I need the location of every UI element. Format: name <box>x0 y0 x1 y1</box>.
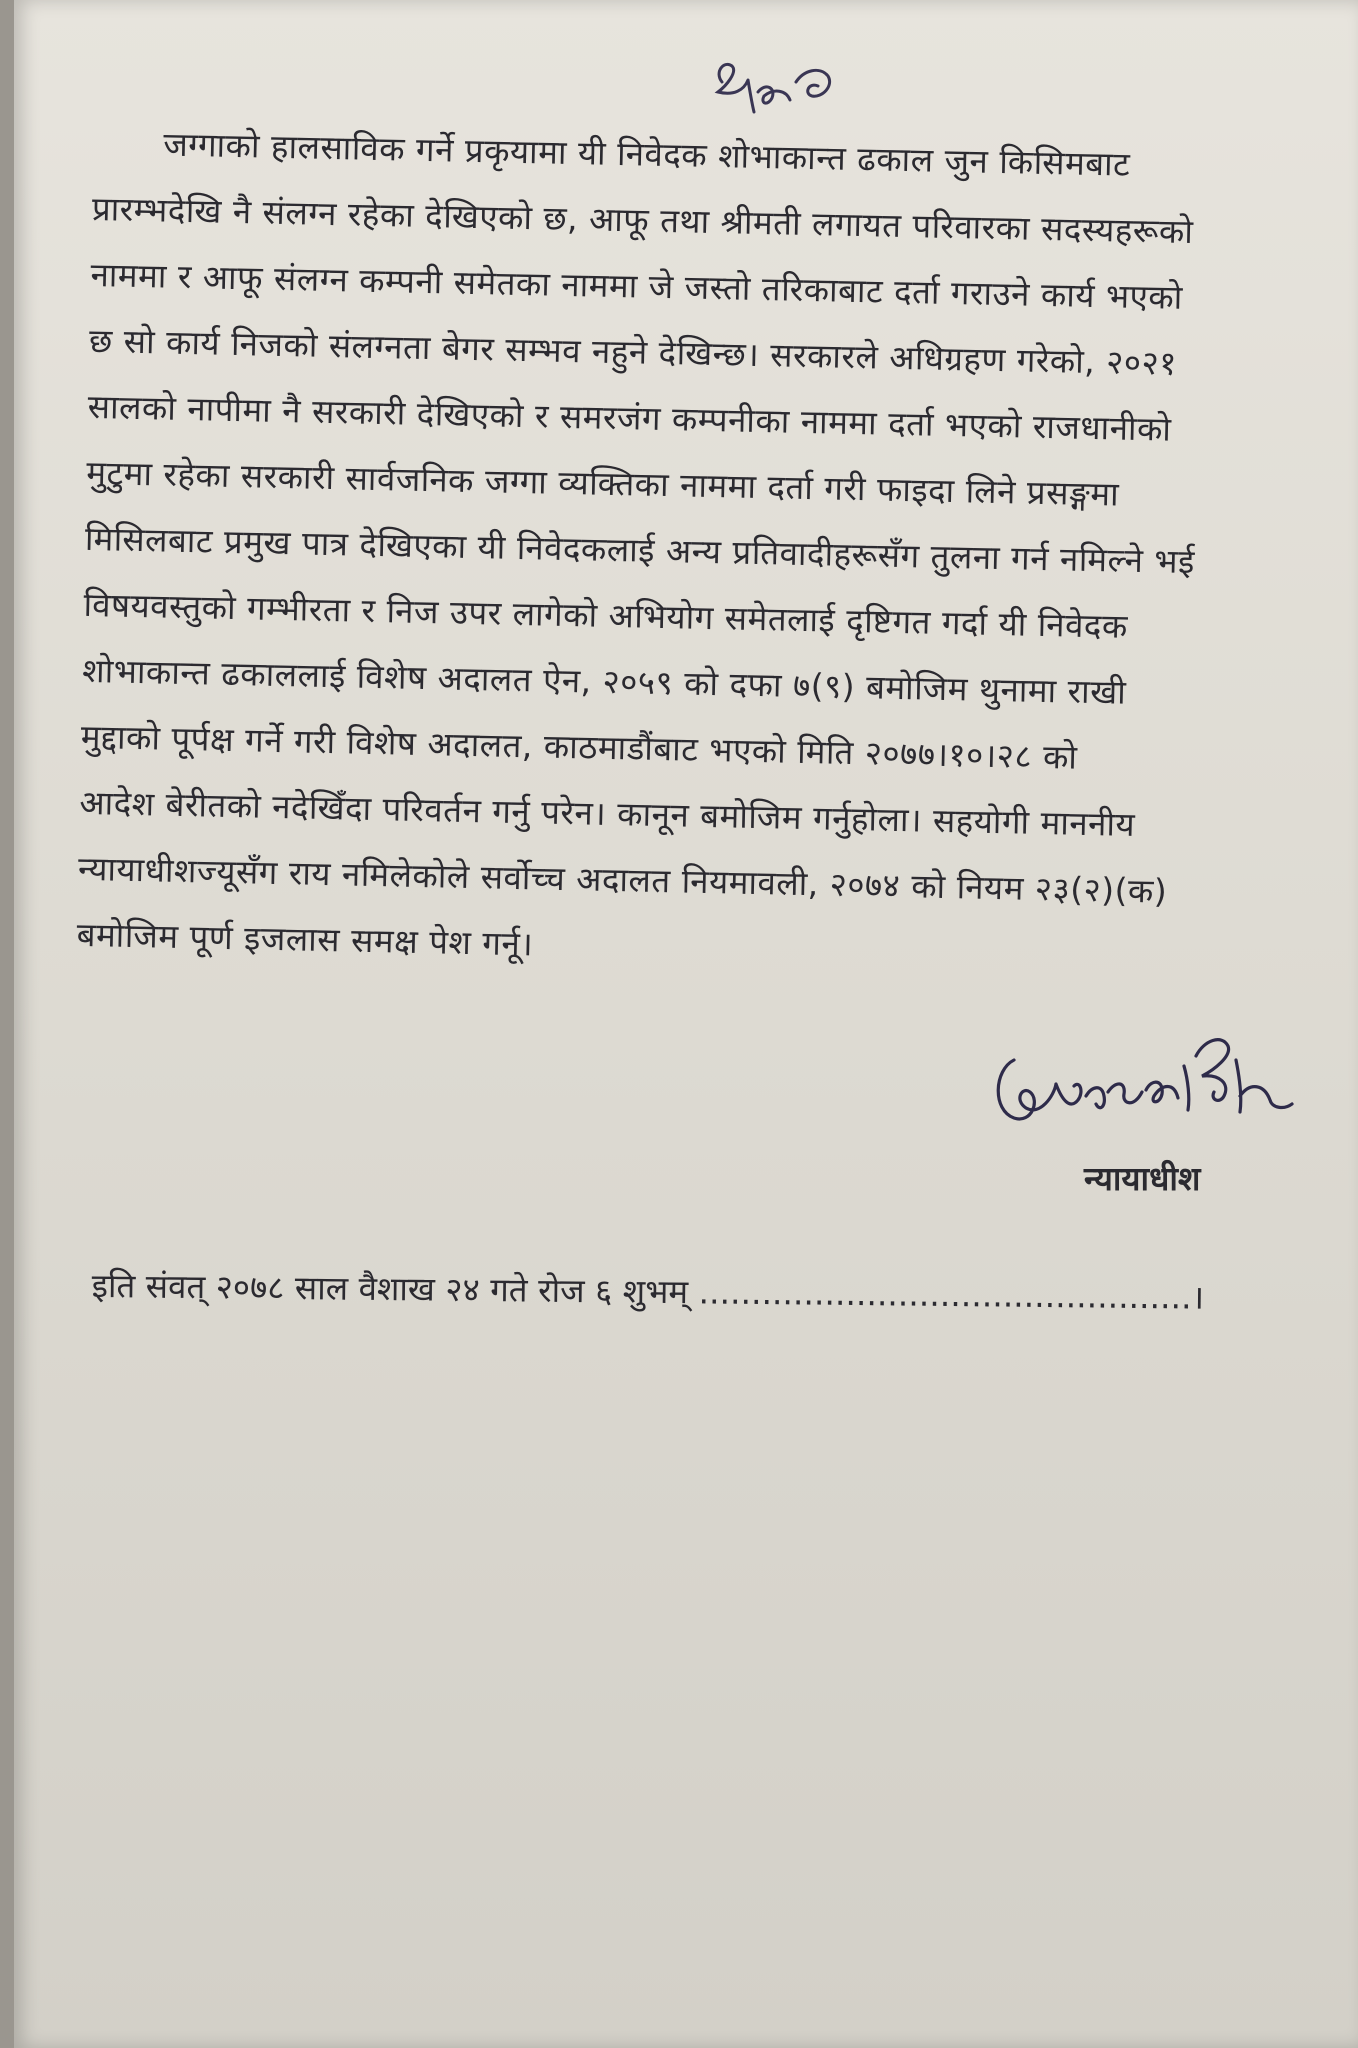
document-body <box>76 110 1319 993</box>
body-line: मुद्दाको पूर्पक्ष गर्ने गरी विशेष अदालत, काठमाडौंबाट भएको मिति २०७७।१०।२८ को <box>80 716 1078 777</box>
document-page <box>14 0 1358 2048</box>
judge-signature <box>974 1000 1354 1150</box>
body-line: प्रारम्भदेखि नै संलग्न रहेका देखिएको छ, आफू तथा श्रीमती लगायत परिवारका सदस्यहरूको <box>91 188 1194 252</box>
body-line: मुटुमा रहेका सरकारी सार्वजनिक जग्गा व्यक्तिका नाममा दर्ता गरी फाइदा लिने प्रसङ्गमा <box>85 452 1120 514</box>
body-line: सालको नापीमा नै सरकारी देखिएको र समरजंग कम्पनीका नाममा दर्ता भएको राजधानीको <box>87 386 1172 449</box>
signature-title: न्यायाधीश <box>1084 1159 1201 1198</box>
body-line: विषयवस्तुको गम्भीरता र निज उपर लागेको अभियोग समेतलाई दृष्टिगत गर्दा यी निवेदक <box>83 584 1129 646</box>
body-line: आदेश बेरीतको नदेखिँदा परिवर्तन गर्नु परेन। कानून बमोजिम गर्नुहोला। सहयोगी माननीय <box>79 782 1136 844</box>
closing-text: इति संवत् २०७८ साल वैशाख २४ गते रोज ६ शुभम् <box>91 1265 689 1312</box>
body-line: मिसिलबाट प्रमुख पात्र देखिएका यी निवेदकलाई अन्य प्रतिवादीहरूसँग तुलना गर्न नमिल्ने भई <box>84 518 1196 582</box>
body-line: शोभाकान्त ढकाललाई विशेष अदालत ऐन, २०५९ को दफा ७(९) बमोजिम थुनामा राखी <box>81 650 1127 712</box>
body-line: जग्गाको हालसाविक गर्ने प्रकृयामा यी निवेदक शोभाकान्त ढकाल जुन किसिमबाट <box>162 124 1131 184</box>
body-line: न्यायाधीशज्यूसँग राय नमिलेकोले सर्वोच्च अदालत नियमावली, २०७४ को नियम २३(२)(क) <box>77 848 1168 911</box>
closing-line <box>92 1262 1292 1320</box>
body-line: छ सो कार्य निजको संलग्नता बेगर सम्भव नहुने देखिन्छ। सरकारले अधिग्रहण गरेको, २०२१ <box>88 320 1178 383</box>
body-line: नाममा र आफू संलग्न कम्पनी समेतका नाममा जे जस्तो तरिकाबाट दर्ता गराउने कार्य भएको <box>90 254 1184 317</box>
body-line: बमोजिम पूर्ण इजलास समक्ष पेश गर्नू। <box>76 914 534 964</box>
closing-dots: ...............................................। <box>698 1272 1205 1317</box>
